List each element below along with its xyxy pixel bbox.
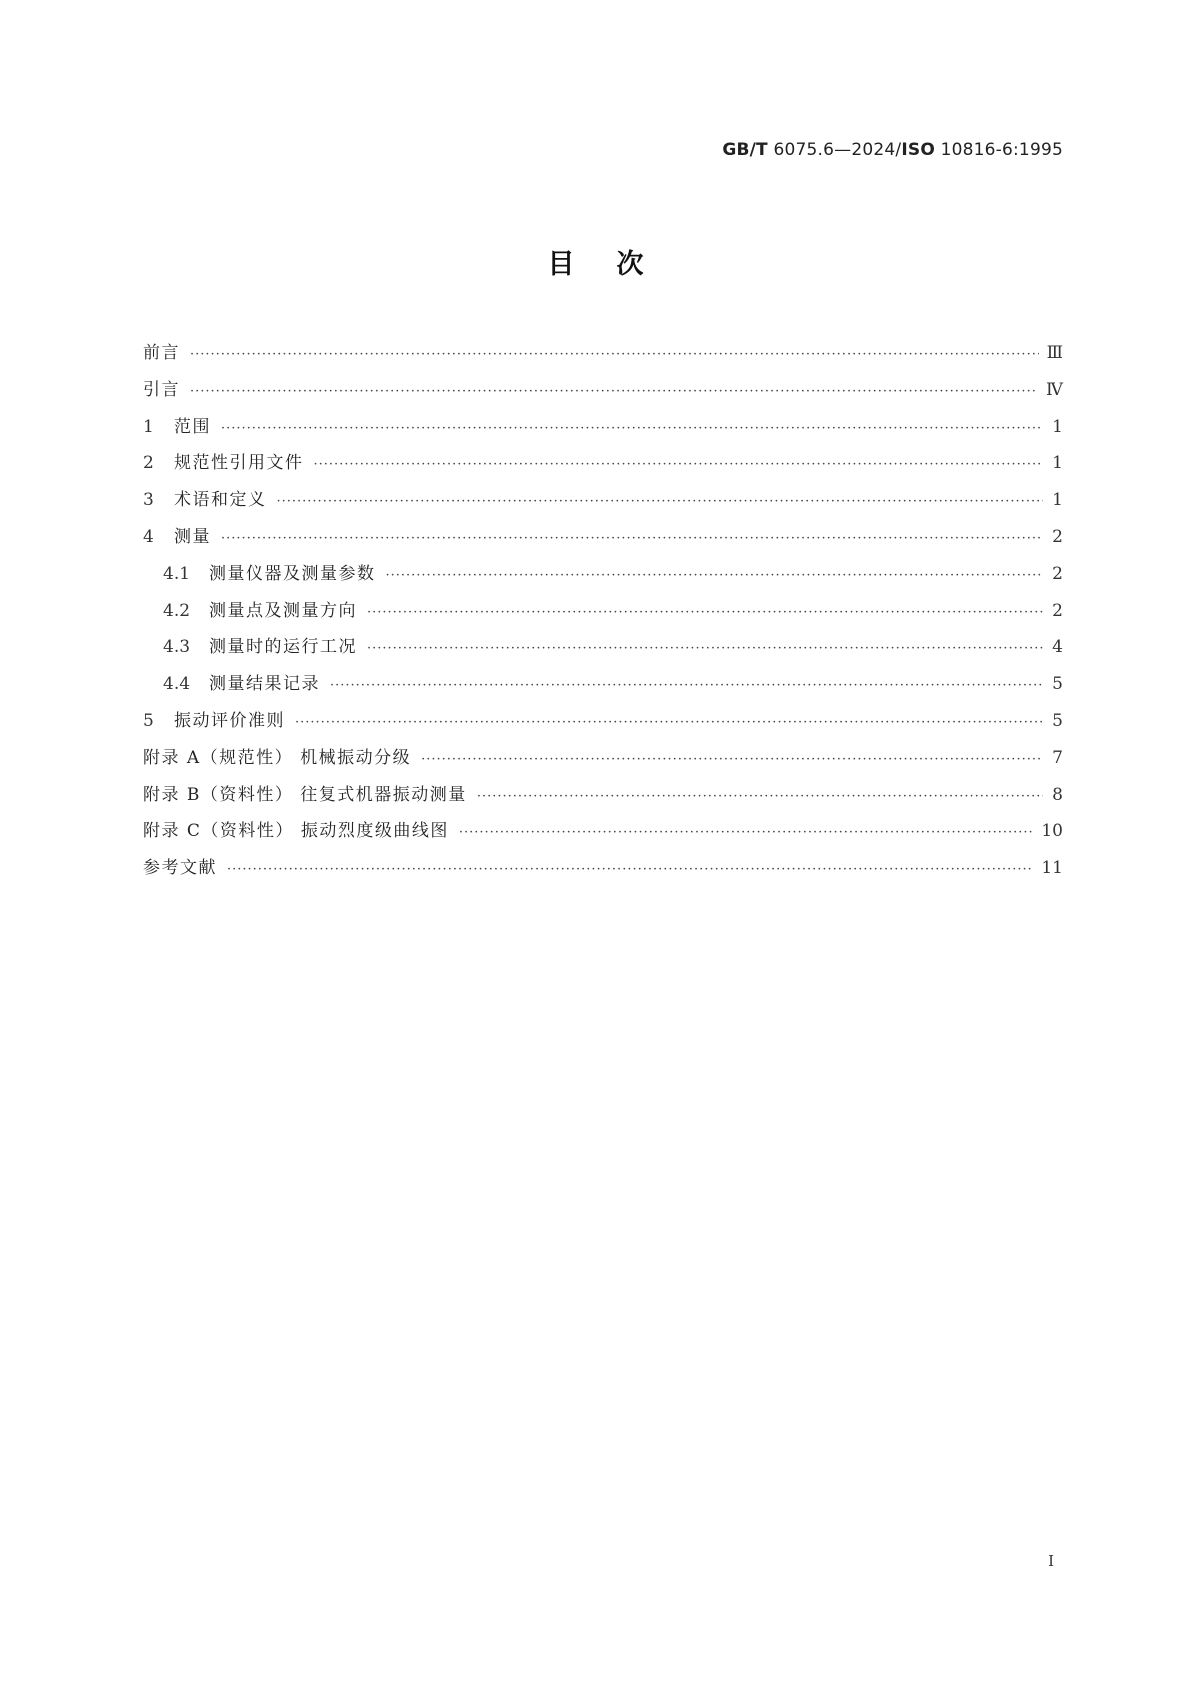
toc-entry-label: 附录 A（规范性） 机械振动分级 — [143, 747, 412, 768]
iso-prefix: ISO — [901, 140, 935, 160]
toc-dot-leader — [221, 421, 1043, 436]
toc-entry-label: 参考文献 — [143, 858, 217, 879]
toc-entry[interactable] — [143, 706, 1063, 743]
toc-dot-leader — [295, 715, 1043, 730]
page-number: Ⅰ — [1048, 1552, 1054, 1570]
toc-entry[interactable] — [143, 853, 1063, 890]
toc-entry-label: 测量仪器及测量参数 — [209, 563, 376, 584]
toc-entry-label: 附录 B（资料性） 往复式机器振动测量 — [143, 784, 467, 805]
toc-entry-page: 5 — [1052, 710, 1063, 731]
toc-entry-label: 测量时的运行工况 — [209, 637, 357, 658]
toc-entry[interactable] — [143, 632, 1063, 669]
toc-entry-label: 规范性引用文件 — [174, 453, 304, 474]
toc-entry[interactable] — [143, 669, 1063, 706]
toc-entry-page: Ⅳ — [1046, 379, 1063, 400]
toc-entry-page: 10 — [1041, 821, 1063, 842]
toc-entry-number: 1 — [143, 416, 154, 437]
toc-entry[interactable] — [143, 596, 1063, 633]
toc-entry[interactable] — [143, 816, 1063, 853]
toc-dot-leader — [277, 494, 1044, 509]
toc-entry-number: 4.4 — [163, 674, 191, 695]
toc-dot-leader — [477, 789, 1043, 804]
toc-entry-label: 引言 — [143, 379, 180, 400]
toc-entry[interactable] — [143, 522, 1063, 559]
toc-entry-label: 范围 — [174, 416, 211, 437]
toc-dot-leader — [386, 568, 1044, 583]
toc-dot-leader — [367, 641, 1043, 656]
toc-entry[interactable] — [143, 375, 1063, 412]
toc-entry[interactable] — [143, 559, 1063, 596]
standard-number — [722, 140, 1063, 160]
toc-entry[interactable] — [143, 780, 1063, 817]
toc-entry-label: 前言 — [143, 343, 180, 363]
standard-code: 6075.6—2024/ — [773, 140, 902, 160]
toc-entry-label: 测量点及测量方向 — [209, 600, 357, 621]
toc-dot-leader — [190, 347, 1039, 362]
toc-entry-page: Ⅲ — [1046, 343, 1063, 363]
toc-entry-number: 4.3 — [163, 637, 191, 658]
toc-dot-leader — [314, 457, 1044, 472]
toc-entry[interactable] — [143, 338, 1063, 375]
toc-entry[interactable] — [143, 743, 1063, 780]
toc-entry-label: 术语和定义 — [174, 490, 267, 511]
toc-entry-page: 8 — [1052, 784, 1063, 805]
toc-dot-leader — [227, 862, 1033, 877]
toc-entry-label: 振动评价准则 — [174, 710, 285, 731]
toc-entry-page: 5 — [1052, 674, 1063, 695]
standard-prefix: GB/T — [722, 140, 768, 160]
toc-dot-leader — [367, 605, 1043, 620]
toc-entry-number: 3 — [143, 490, 154, 511]
toc-entry-number: 2 — [143, 453, 154, 474]
toc-entry-page: 11 — [1041, 858, 1063, 879]
table-of-contents — [143, 338, 1063, 890]
toc-entry-number: 4 — [143, 526, 154, 547]
toc-dot-leader — [221, 531, 1043, 546]
toc-entry-label: 附录 C（资料性） 振动烈度级曲线图 — [143, 821, 449, 842]
toc-entry-number: 4.1 — [163, 563, 191, 584]
toc-title: 目次 — [547, 249, 686, 280]
toc-entry[interactable] — [143, 485, 1063, 522]
toc-entry-page: 1 — [1052, 490, 1063, 511]
toc-entry-page: 2 — [1052, 563, 1063, 584]
toc-entry-page: 1 — [1052, 416, 1063, 437]
toc-entry-label: 测量 — [174, 526, 211, 547]
toc-dot-leader — [330, 678, 1043, 693]
toc-entry[interactable] — [143, 412, 1063, 449]
toc-entry-page: 2 — [1052, 600, 1063, 621]
toc-entry-page: 4 — [1052, 637, 1063, 658]
toc-dot-leader — [459, 825, 1034, 840]
toc-dot-leader — [421, 752, 1043, 767]
iso-code: 10816-6:1995 — [940, 140, 1063, 160]
toc-entry[interactable] — [143, 448, 1063, 485]
toc-entry-number: 4.2 — [163, 600, 191, 621]
toc-entry-page: 2 — [1052, 526, 1063, 547]
toc-entry-page: 1 — [1052, 453, 1063, 474]
toc-entry-number: 5 — [143, 710, 154, 731]
toc-entry-label: 测量结果记录 — [209, 674, 320, 695]
toc-entry-page: 7 — [1052, 747, 1063, 768]
toc-dot-leader — [190, 384, 1038, 399]
